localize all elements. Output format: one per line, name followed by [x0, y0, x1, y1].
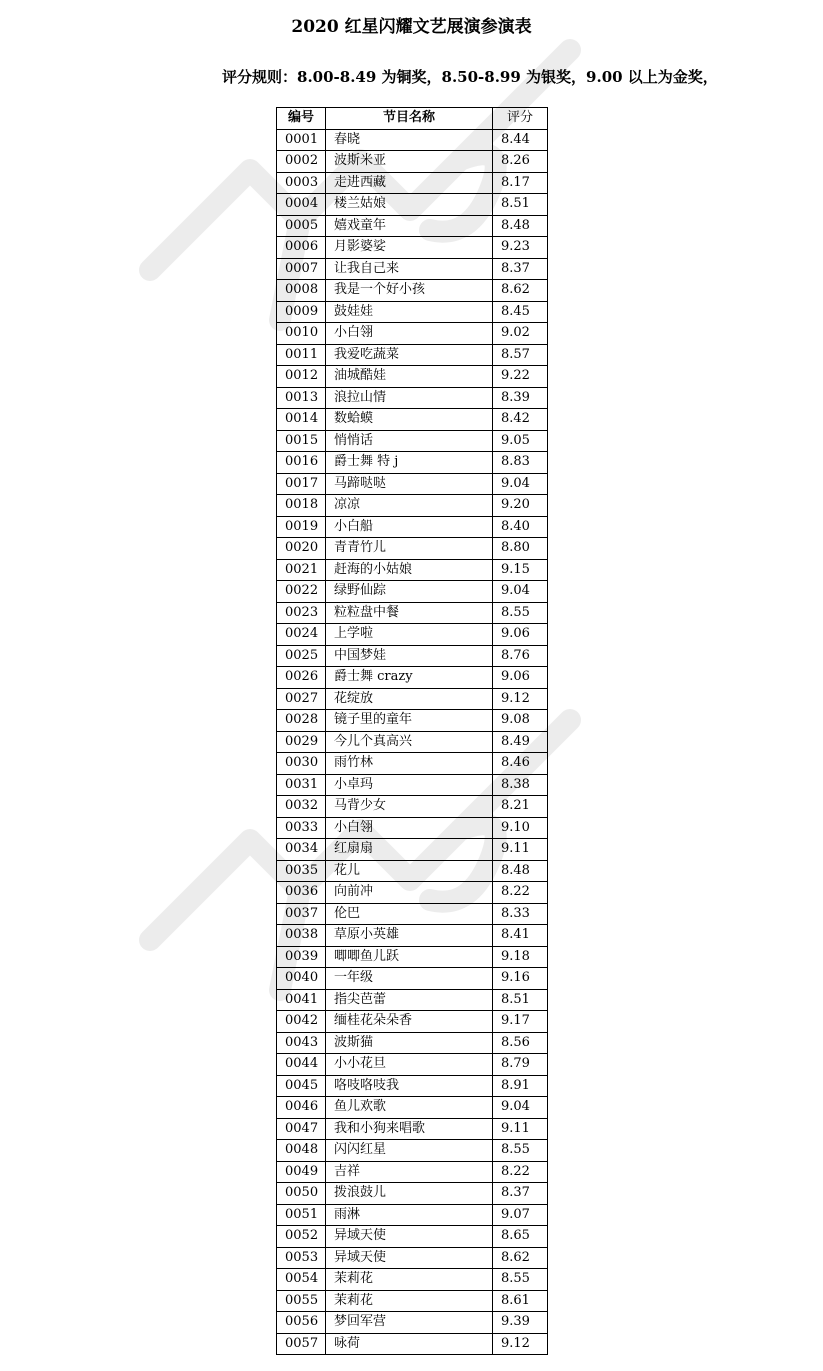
table-row	[277, 129, 548, 151]
table-row	[277, 1118, 548, 1140]
program-score-cell: 9.39	[493, 1312, 548, 1334]
program-id-cell: 0012	[277, 366, 326, 388]
program-score-cell: 8.55	[493, 602, 548, 624]
program-name-cell: 茉莉花	[326, 1269, 493, 1291]
table-row	[277, 925, 548, 947]
program-score-cell: 9.16	[493, 968, 548, 990]
program-name-cell: 小白船	[326, 516, 493, 538]
program-score-cell: 8.42	[493, 409, 548, 431]
table-row	[277, 731, 548, 753]
program-id-cell: 0042	[277, 1011, 326, 1033]
program-name-cell: 青青竹儿	[326, 538, 493, 560]
program-score-cell: 8.37	[493, 1183, 548, 1205]
program-id-cell: 0017	[277, 473, 326, 495]
table-row	[277, 387, 548, 409]
program-id-cell: 0013	[277, 387, 326, 409]
program-name-cell: 我是一个好小孩	[326, 280, 493, 302]
program-name-cell: 闪闪红星	[326, 1140, 493, 1162]
program-id-cell: 0021	[277, 559, 326, 581]
table-row	[277, 516, 548, 538]
table-row	[277, 151, 548, 173]
program-score-cell: 9.12	[493, 1333, 548, 1355]
program-score-cell: 9.08	[493, 710, 548, 732]
table-row	[277, 1161, 548, 1183]
program-name-cell: 小白翎	[326, 817, 493, 839]
program-name-cell: 小小花旦	[326, 1054, 493, 1076]
program-id-cell: 0052	[277, 1226, 326, 1248]
table-row	[277, 839, 548, 861]
program-name-cell: 赶海的小姑娘	[326, 559, 493, 581]
table-row	[277, 817, 548, 839]
table-row	[277, 774, 548, 796]
table-row	[277, 860, 548, 882]
program-id-cell: 0045	[277, 1075, 326, 1097]
table-row	[277, 1011, 548, 1033]
table-row	[277, 1247, 548, 1269]
program-score-cell: 9.06	[493, 667, 548, 689]
program-id-cell: 0054	[277, 1269, 326, 1291]
program-score-cell: 8.21	[493, 796, 548, 818]
header-name: 节目名称	[326, 108, 493, 130]
program-score-cell: 8.39	[493, 387, 548, 409]
scoring-rules: 评分规则：8.00-8.49 为铜奖，8.50-8.99 为银奖，9.00 以上为金奖，	[222, 68, 718, 86]
table-row	[277, 1075, 548, 1097]
program-id-cell: 0033	[277, 817, 326, 839]
program-name-cell: 缅桂花朵朵香	[326, 1011, 493, 1033]
program-id-cell: 0030	[277, 753, 326, 775]
program-id-cell: 0047	[277, 1118, 326, 1140]
program-id-cell: 0025	[277, 645, 326, 667]
program-score-cell: 8.48	[493, 215, 548, 237]
program-score-cell: 8.45	[493, 301, 548, 323]
table-row	[277, 645, 548, 667]
table-row	[277, 1312, 548, 1334]
program-score-cell: 8.33	[493, 903, 548, 925]
program-score-cell: 9.05	[493, 430, 548, 452]
program-score-cell: 8.55	[493, 1140, 548, 1162]
table-row	[277, 280, 548, 302]
program-score-cell: 8.17	[493, 172, 548, 194]
table-row	[277, 538, 548, 560]
program-id-cell: 0037	[277, 903, 326, 925]
program-id-cell: 0009	[277, 301, 326, 323]
program-name-cell: 异域天使	[326, 1247, 493, 1269]
program-score-cell: 8.26	[493, 151, 548, 173]
program-score-cell: 9.04	[493, 1097, 548, 1119]
program-name-cell: 吉祥	[326, 1161, 493, 1183]
header-id: 编号	[277, 108, 326, 130]
table-row	[277, 366, 548, 388]
table-row	[277, 1290, 548, 1312]
program-id-cell: 0040	[277, 968, 326, 990]
program-name-cell: 波斯猫	[326, 1032, 493, 1054]
program-name-cell: 一年级	[326, 968, 493, 990]
program-id-cell: 0005	[277, 215, 326, 237]
table-row	[277, 796, 548, 818]
program-id-cell: 0036	[277, 882, 326, 904]
program-name-cell: 数蛤蟆	[326, 409, 493, 431]
table-row	[277, 581, 548, 603]
program-table	[276, 107, 548, 1355]
program-name-cell: 咏荷	[326, 1333, 493, 1355]
table-row	[277, 753, 548, 775]
program-name-cell: 楼兰姑娘	[326, 194, 493, 216]
program-name-cell: 波斯米亚	[326, 151, 493, 173]
program-id-cell: 0026	[277, 667, 326, 689]
program-name-cell: 粒粒盘中餐	[326, 602, 493, 624]
program-name-cell: 小卓玛	[326, 774, 493, 796]
program-name-cell: 马背少女	[326, 796, 493, 818]
program-score-cell: 8.62	[493, 1247, 548, 1269]
program-score-cell: 8.22	[493, 882, 548, 904]
program-id-cell: 0041	[277, 989, 326, 1011]
program-score-cell: 8.41	[493, 925, 548, 947]
table-row	[277, 344, 548, 366]
program-score-cell: 9.17	[493, 1011, 548, 1033]
program-name-cell: 红扇扇	[326, 839, 493, 861]
table-row	[277, 452, 548, 474]
program-id-cell: 0034	[277, 839, 326, 861]
program-score-cell: 9.12	[493, 688, 548, 710]
program-id-cell: 0001	[277, 129, 326, 151]
program-id-cell: 0010	[277, 323, 326, 345]
program-id-cell: 0027	[277, 688, 326, 710]
program-id-cell: 0035	[277, 860, 326, 882]
program-name-cell: 花绽放	[326, 688, 493, 710]
program-name-cell: 雨淋	[326, 1204, 493, 1226]
table-row	[277, 1226, 548, 1248]
program-name-cell: 鼓娃娃	[326, 301, 493, 323]
table-row	[277, 430, 548, 452]
program-id-cell: 0019	[277, 516, 326, 538]
program-name-cell: 中国梦娃	[326, 645, 493, 667]
program-id-cell: 0049	[277, 1161, 326, 1183]
program-score-cell: 9.22	[493, 366, 548, 388]
program-score-cell: 8.49	[493, 731, 548, 753]
table-row	[277, 323, 548, 345]
program-score-cell: 9.15	[493, 559, 548, 581]
program-id-cell: 0056	[277, 1312, 326, 1334]
program-name-cell: 鱼儿欢歌	[326, 1097, 493, 1119]
program-id-cell: 0048	[277, 1140, 326, 1162]
program-name-cell: 走进西藏	[326, 172, 493, 194]
program-id-cell: 0015	[277, 430, 326, 452]
table-row	[277, 301, 548, 323]
program-name-cell: 镜子里的童年	[326, 710, 493, 732]
table-row	[277, 624, 548, 646]
table-row	[277, 1269, 548, 1291]
table-row	[277, 258, 548, 280]
program-score-cell: 9.10	[493, 817, 548, 839]
table-row	[277, 559, 548, 581]
program-name-cell: 草原小英雄	[326, 925, 493, 947]
program-name-cell: 花儿	[326, 860, 493, 882]
program-score-cell: 9.11	[493, 839, 548, 861]
program-score-cell: 8.22	[493, 1161, 548, 1183]
program-id-cell: 0014	[277, 409, 326, 431]
program-score-cell: 8.40	[493, 516, 548, 538]
program-id-cell: 0020	[277, 538, 326, 560]
program-id-cell: 0006	[277, 237, 326, 259]
program-name-cell: 马蹄哒哒	[326, 473, 493, 495]
program-id-cell: 0029	[277, 731, 326, 753]
program-name-cell: 茉莉花	[326, 1290, 493, 1312]
program-score-cell: 8.51	[493, 989, 548, 1011]
program-score-cell: 8.38	[493, 774, 548, 796]
program-name-cell: 月影婆娑	[326, 237, 493, 259]
program-name-cell: 梦回军营	[326, 1312, 493, 1334]
program-score-cell: 8.80	[493, 538, 548, 560]
table-row	[277, 409, 548, 431]
table-row	[277, 473, 548, 495]
program-name-cell: 浪拉山情	[326, 387, 493, 409]
program-name-cell: 唧唧鱼儿跃	[326, 946, 493, 968]
program-id-cell: 0003	[277, 172, 326, 194]
table-row	[277, 495, 548, 517]
program-name-cell: 爵士舞 特 j	[326, 452, 493, 474]
program-name-cell: 我爱吃蔬菜	[326, 344, 493, 366]
page-title: 2020 红星闪耀文艺展演参演表	[291, 17, 532, 37]
table-row	[277, 1140, 548, 1162]
program-score-cell: 8.79	[493, 1054, 548, 1076]
program-id-cell: 0051	[277, 1204, 326, 1226]
table-row	[277, 1204, 548, 1226]
table-row	[277, 194, 548, 216]
program-name-cell: 今儿个真高兴	[326, 731, 493, 753]
program-score-cell: 9.18	[493, 946, 548, 968]
table-row	[277, 710, 548, 732]
program-id-cell: 0023	[277, 602, 326, 624]
program-score-cell: 8.37	[493, 258, 548, 280]
program-score-cell: 8.57	[493, 344, 548, 366]
program-id-cell: 0002	[277, 151, 326, 173]
table-header-row	[277, 108, 548, 130]
table-row	[277, 602, 548, 624]
program-score-cell: 8.51	[493, 194, 548, 216]
table-row	[277, 1054, 548, 1076]
table-row	[277, 882, 548, 904]
program-score-cell: 9.02	[493, 323, 548, 345]
program-name-cell: 指尖芭蕾	[326, 989, 493, 1011]
program-name-cell: 春晓	[326, 129, 493, 151]
program-score-cell: 8.65	[493, 1226, 548, 1248]
program-id-cell: 0057	[277, 1333, 326, 1355]
table-row	[277, 688, 548, 710]
program-score-cell: 9.20	[493, 495, 548, 517]
program-score-cell: 8.76	[493, 645, 548, 667]
program-score-cell: 9.04	[493, 473, 548, 495]
program-score-cell: 8.83	[493, 452, 548, 474]
program-id-cell: 0038	[277, 925, 326, 947]
program-name-cell: 嬉戏童年	[326, 215, 493, 237]
program-score-cell: 9.23	[493, 237, 548, 259]
program-name-cell: 绿野仙踪	[326, 581, 493, 603]
table-row	[277, 237, 548, 259]
table-row	[277, 172, 548, 194]
program-id-cell: 0055	[277, 1290, 326, 1312]
program-id-cell: 0016	[277, 452, 326, 474]
program-name-cell: 凉凉	[326, 495, 493, 517]
program-name-cell: 向前冲	[326, 882, 493, 904]
table-row	[277, 667, 548, 689]
program-id-cell: 0018	[277, 495, 326, 517]
program-id-cell: 0008	[277, 280, 326, 302]
program-id-cell: 0032	[277, 796, 326, 818]
program-id-cell: 0046	[277, 1097, 326, 1119]
program-id-cell: 0028	[277, 710, 326, 732]
table-row	[277, 1183, 548, 1205]
program-score-cell: 8.44	[493, 129, 548, 151]
program-name-cell: 异域天使	[326, 1226, 493, 1248]
program-score-cell: 8.46	[493, 753, 548, 775]
header-score: 评分	[493, 108, 548, 130]
program-id-cell: 0022	[277, 581, 326, 603]
program-name-cell: 上学啦	[326, 624, 493, 646]
program-score-cell: 8.91	[493, 1075, 548, 1097]
program-id-cell: 0050	[277, 1183, 326, 1205]
program-name-cell: 悄悄话	[326, 430, 493, 452]
program-id-cell: 0007	[277, 258, 326, 280]
program-name-cell: 我和小狗来唱歌	[326, 1118, 493, 1140]
table-row	[277, 1032, 548, 1054]
program-score-cell: 9.07	[493, 1204, 548, 1226]
program-score-cell: 8.55	[493, 1269, 548, 1291]
program-score-cell: 8.48	[493, 860, 548, 882]
program-name-cell: 让我自己来	[326, 258, 493, 280]
program-id-cell: 0004	[277, 194, 326, 216]
program-id-cell: 0043	[277, 1032, 326, 1054]
program-score-cell: 9.04	[493, 581, 548, 603]
table-row	[277, 903, 548, 925]
program-id-cell: 0011	[277, 344, 326, 366]
program-id-cell: 0044	[277, 1054, 326, 1076]
program-id-cell: 0053	[277, 1247, 326, 1269]
program-id-cell: 0031	[277, 774, 326, 796]
table-body	[277, 129, 548, 1355]
table-row	[277, 215, 548, 237]
program-score-cell: 9.11	[493, 1118, 548, 1140]
program-score-cell: 8.61	[493, 1290, 548, 1312]
program-score-cell: 8.56	[493, 1032, 548, 1054]
program-name-cell: 拨浪鼓儿	[326, 1183, 493, 1205]
program-name-cell: 雨竹林	[326, 753, 493, 775]
table-row	[277, 968, 548, 990]
program-name-cell: 小白翎	[326, 323, 493, 345]
program-name-cell: 咯吱咯吱我	[326, 1075, 493, 1097]
program-name-cell: 伦巴	[326, 903, 493, 925]
program-score-cell: 8.62	[493, 280, 548, 302]
program-name-cell: 油城酷娃	[326, 366, 493, 388]
table-row	[277, 989, 548, 1011]
program-id-cell: 0024	[277, 624, 326, 646]
program-id-cell: 0039	[277, 946, 326, 968]
program-score-cell: 9.06	[493, 624, 548, 646]
table-row	[277, 1097, 548, 1119]
table-row	[277, 1333, 548, 1355]
table-row	[277, 946, 548, 968]
program-name-cell: 爵士舞 crazy	[326, 667, 493, 689]
